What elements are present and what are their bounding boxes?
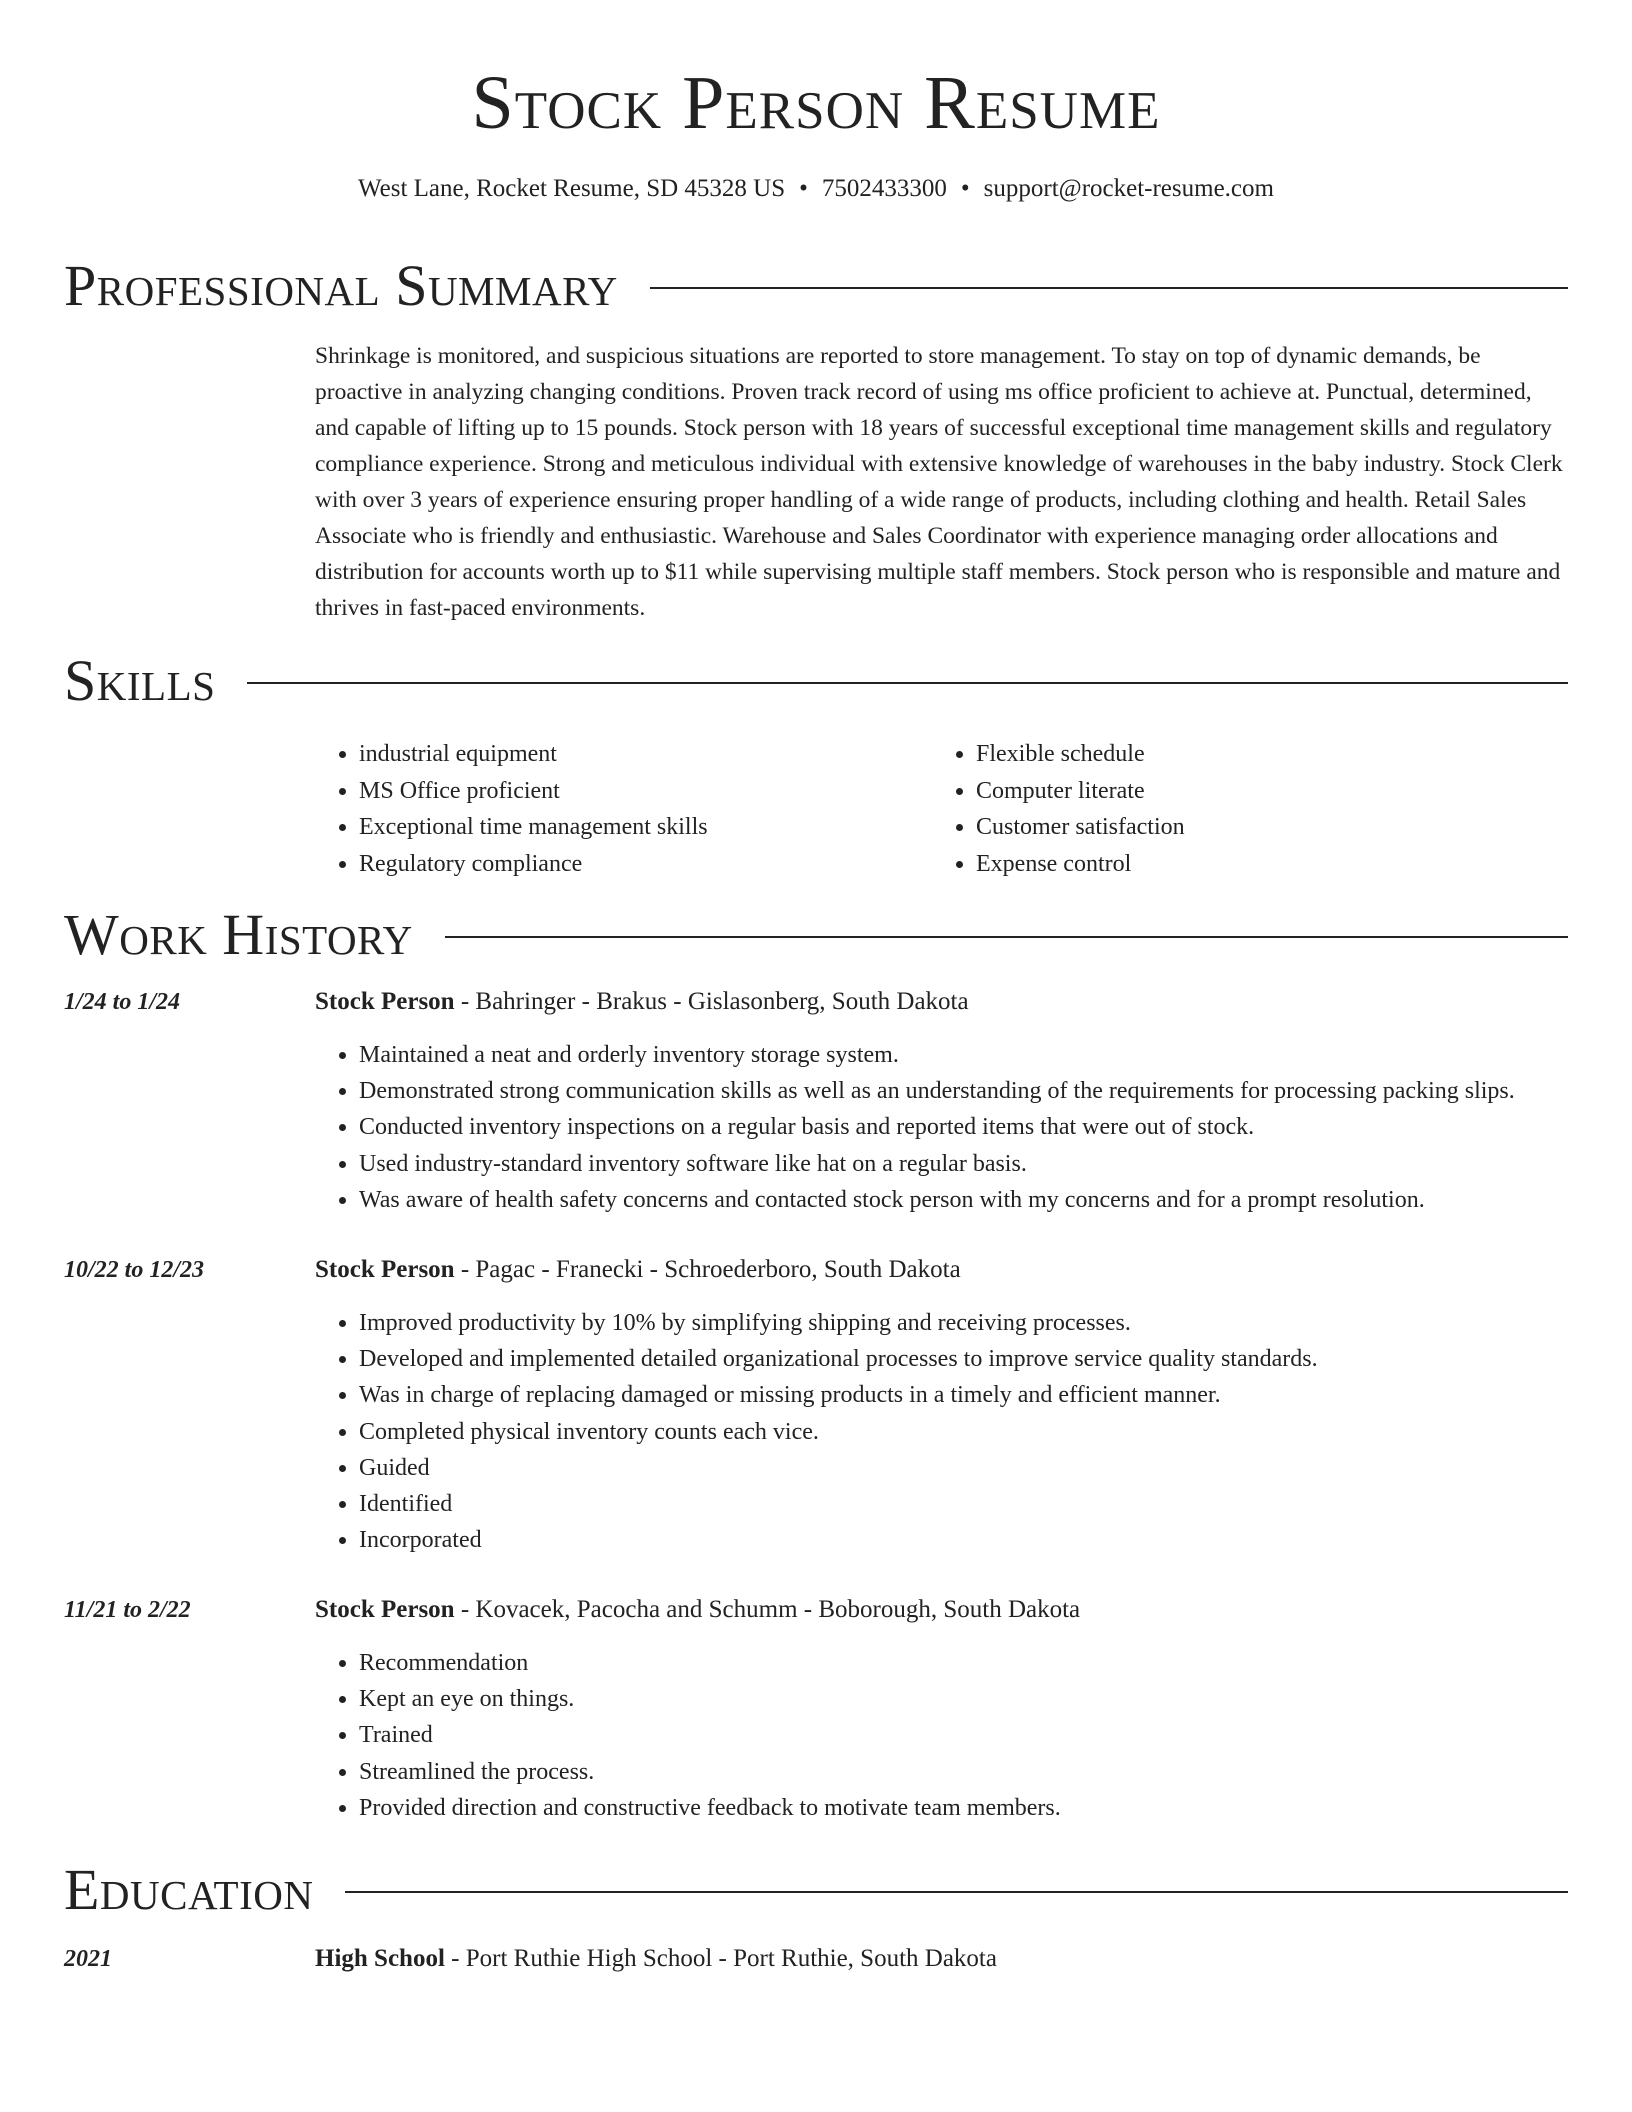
job-bullet: • Streamlined the process. (359, 1754, 1568, 1790)
skill-item: • Computer literate (976, 773, 1549, 810)
job-dates: 10/22 to 12/23 (64, 1257, 205, 1283)
contact-separator: • (799, 175, 808, 202)
contact-line (0, 172, 1632, 206)
job-bullet: • Was in charge of replacing damaged or missing products in a timely and efficient manner. (359, 1377, 1568, 1413)
job-bullet: • Incorporated (359, 1522, 1568, 1558)
contact-email: support@rocket-resume.com (983, 175, 1274, 202)
education-heading-line (315, 1942, 997, 1976)
job-heading (315, 985, 969, 1019)
education-heading: Education (64, 1857, 314, 1922)
resume-title: Stock Person Resume (471, 61, 1161, 145)
education-year: 2021 (64, 1946, 112, 1972)
education-school: - Port Ruthie High School - Port Ruthie, South Dakota (444, 1945, 997, 1972)
job-bullet: • Improved productivity by 10% by simplifying shipping and receiving processes. (359, 1305, 1568, 1341)
job-dates: 11/21 to 2/22 (64, 1597, 191, 1623)
skills-heading: Skills (64, 648, 216, 713)
summary-heading: Professional Summary (64, 253, 618, 318)
skill-item: • Regulatory compliance (359, 846, 932, 883)
skill-item: • Flexible schedule (976, 736, 1549, 773)
contact-phone: 7502433300 (821, 175, 947, 202)
section-divider (247, 682, 1568, 684)
skill-item: • industrial equipment (359, 736, 932, 773)
summary-text: Shrinkage is monitored, and suspicious situations are reported to store management. To stay on top of dynamic demands, be proactive in analyzing changing conditions. Proven track record of using ms office proficient to achieve at. Punctual, determined, and capable of lifting up to 15 pounds. Stock person with 18 years of successful exceptional time management skills and regulatory compliance experience. Strong and meticulous individual with extensive knowledge of warehouses in the baby industry. Stock Clerk with over 3 years of experience ensuring proper handling of a wide range of products, including clothing and health. Retail Sales Associate who is friendly and enthusiastic. Warehouse and Sales Coordinator with experience managing order allocations and distribution for accounts worth up to $11 while supervising multiple staff members. Stock person who is responsible and mature and thrives in fast-paced environments. (315, 343, 1563, 621)
job-bullet: • Guided (359, 1450, 1568, 1486)
job-employer: - Kovacek, Pacocha and Schumm - Boborough, South Dakota (454, 1596, 1081, 1623)
skills-column-left (315, 736, 932, 882)
job-bullet: • Provided direction and constructive feedback to motivate team members. (359, 1790, 1568, 1826)
work-section-header (64, 902, 1568, 968)
job-heading (315, 1593, 1080, 1627)
job-bullets (315, 1645, 1568, 1826)
work-heading: Work History (64, 902, 413, 967)
contact-address: West Lane, Rocket Resume, SD 45328 US (358, 175, 786, 202)
job-title: Stock Person (315, 1256, 455, 1283)
section-divider (445, 936, 1568, 938)
job-bullet: • Conducted inventory inspections on a regular basis and reported items that were out of stock. (359, 1109, 1568, 1145)
job-bullet: • Demonstrated strong communication skills as well as an understanding of the requirements for processing packing slips. (359, 1073, 1568, 1109)
job-title: Stock Person (315, 1596, 455, 1623)
skills-list (315, 736, 1570, 882)
skill-item: • MS Office proficient (359, 773, 932, 810)
skill-item: • Exceptional time management skills (359, 809, 932, 846)
job-bullet: • Identified (359, 1486, 1568, 1522)
job-bullet: • Maintained a neat and orderly inventory storage system. (359, 1037, 1568, 1073)
skills-column-right (932, 736, 1549, 882)
job-bullets (315, 1037, 1568, 1218)
job-heading (315, 1253, 961, 1287)
job-title: Stock Person (315, 988, 455, 1015)
skill-item: • Expense control (976, 846, 1549, 883)
contact-separator: • (960, 175, 970, 202)
job-bullet: • Used industry-standard inventory software like hat on a regular basis. (359, 1146, 1568, 1182)
job-bullet: • Completed physical inventory counts each vice. (359, 1414, 1568, 1450)
education-section-header (64, 1857, 1568, 1923)
education-degree: High School (315, 1945, 445, 1972)
job-bullet: • Was aware of health safety concerns and contacted stock person with my concerns and for a prompt resolution. (359, 1182, 1568, 1218)
job-employer: - Pagac - Franecki - Schroederboro, South Dakota (454, 1256, 961, 1283)
skill-item: • Customer satisfaction (976, 809, 1549, 846)
job-bullets (315, 1305, 1568, 1558)
job-bullet: • Developed and implemented detailed organizational processes to improve service quality standards. (359, 1341, 1568, 1377)
job-dates: 1/24 to 1/24 (64, 989, 181, 1015)
job-bullet: • Trained (359, 1717, 1568, 1753)
job-bullet: • Recommendation (359, 1645, 1568, 1681)
section-divider (345, 1891, 1568, 1893)
summary-section-header (64, 253, 1568, 319)
section-divider (650, 287, 1568, 289)
job-employer: - Bahringer - Brakus - Gislasonberg, South Dakota (454, 988, 969, 1015)
job-bullet: • Kept an eye on things. (359, 1681, 1568, 1717)
skills-section-header (64, 648, 1568, 714)
